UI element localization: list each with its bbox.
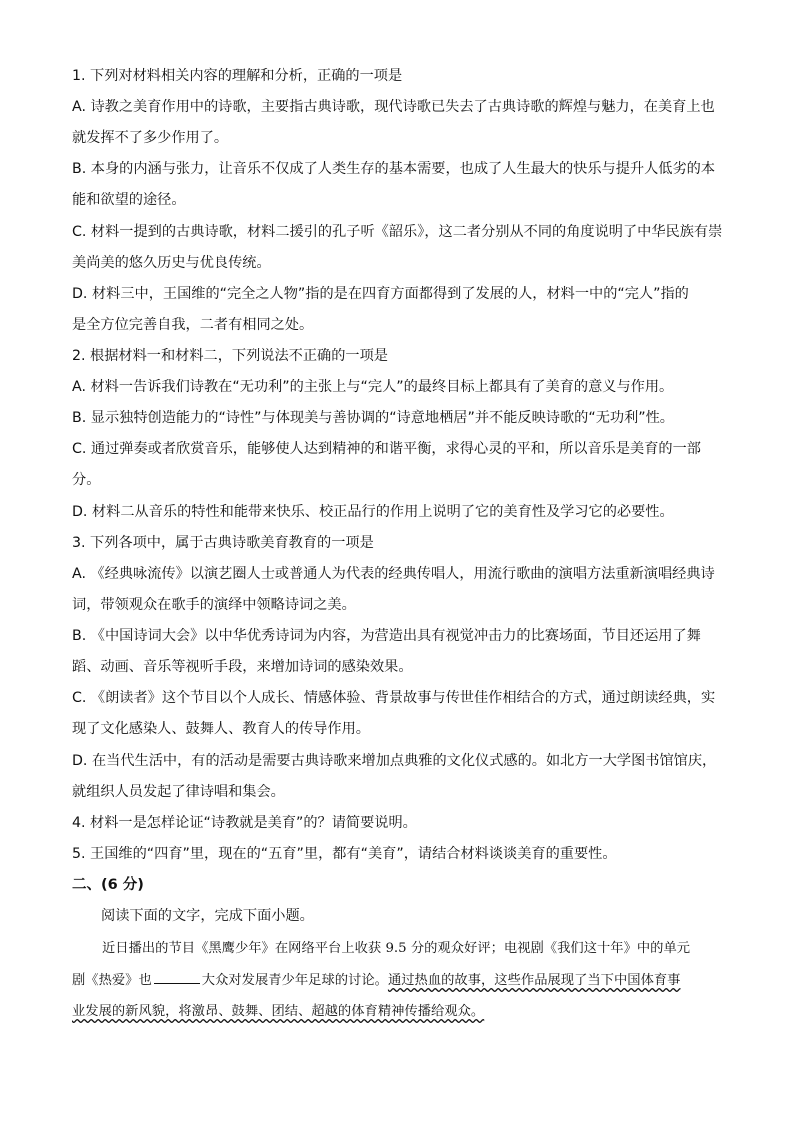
q2-option-c-line2: 分。 <box>72 472 101 488</box>
section-2-instruction: 阅读下面的文字，完成下面小题。 <box>101 908 314 924</box>
q1-option-b-line1: B. 本身的内涵与张力，让音乐不仅成了人类生存的基本需要，也成了人生最大的快乐与提升人低劣的本 <box>72 161 716 177</box>
q1-option-b-line2: 能和欲望的途径。 <box>72 192 186 208</box>
section-2-title: 二、(6 分) <box>72 877 144 893</box>
q2-option-d: D. 材料二从音乐的特性和能带来快乐、校正品行的作用上说明了它的美育性及学习它的必要性。 <box>72 504 674 520</box>
passage-line-3 <box>72 1002 484 1022</box>
q1-option-c-line2: 美尚美的悠久历史与优良传统。 <box>72 255 271 271</box>
q2-option-b: B. 显示独特创造能力的“诗性”与体现美与善协调的“诗意地栖居”并不能反映诗歌的“无功利”性。 <box>72 410 674 426</box>
passage-line-2-start: 剧《热爱》也 <box>72 973 152 988</box>
q2-option-a: A. 材料一告诉我们诗教在“无功利”的主张上与“完人”的最终目标上都具有了美育的意义与作用。 <box>72 379 674 395</box>
question-4: 4. 材料一是怎样论证“诗教就是美育”的？请简要说明。 <box>72 815 417 831</box>
underlined-sentence-part-1: 通过热血的故事，这些作品展现了当下中国体育事 <box>387 973 681 988</box>
q2-option-c-line1: C. 通过弹奏或者欣赏音乐，能够使人达到精神的和谐平衡，求得心灵的平和，所以音乐是美育的一部 <box>72 441 701 457</box>
q3-option-d-line2: 就组织人员发起了律诗唱和集会。 <box>72 784 285 800</box>
q3-option-b-line1: B. 《中国诗词大会》以中华优秀诗词为内容，为营造出具有视觉冲击力的比赛场面，节目还运用了舞 <box>72 628 701 644</box>
question-3-stem: 3. 下列各项中，属于古典诗歌美育教育的一项是 <box>72 535 374 551</box>
q1-option-a-line2: 就发挥不了多少作用了。 <box>72 130 229 146</box>
q3-option-c-line1: C. 《朗读者》这个节目以个人成长、情感体验、背景故事与传世佳作相结合的方式，通过朗读经典，实 <box>72 690 716 706</box>
question-2-stem: 2. 根据材料一和材料二，下列说法不正确的一项是 <box>72 348 388 364</box>
underlined-sentence-part-2: 业发展的新风貌，将激昂、鼓舞、团结、超越的体育精神传播给观众。 <box>72 1004 485 1019</box>
q1-option-c-line1: C. 材料一提到的古典诗歌，材料二援引的孔子听《韶乐》，这二者分别从不同的角度说明了中华民族有崇 <box>72 224 723 240</box>
passage-line-1: 近日播出的节目《黑鹰少年》在网络平台上收获 9.5 分的观众好评；电视剧《我们这十年》中的单元 <box>102 941 691 956</box>
fill-in-blank[interactable] <box>154 971 200 984</box>
q1-option-d-line1: D. 材料三中，王国维的“完全之人物”指的是在四育方面都得到了发展的人，材料一中的“完人”指的 <box>72 286 689 302</box>
q3-option-c-line2: 现了文化感染人、鼓舞人、教育人的传导作用。 <box>72 721 370 737</box>
question-5: 5. 王国维的“四育”里，现在的“五育”里，都有“美育”，请结合材料谈谈美育的重要性。 <box>72 846 617 862</box>
q1-option-d-line2: 是全方位完善自我，二者有相同之处。 <box>72 317 314 333</box>
q3-option-a-line2: 词，带领观众在歌手的演绎中领略诗词之美。 <box>72 597 356 613</box>
q1-option-a-line1: A. 诗教之美育作用中的诗歌，主要指古典诗歌，现代诗歌已失去了古典诗歌的辉煌与魅力，在美育上也 <box>72 99 715 115</box>
passage-line-2-middle: 大众对发展青少年足球的讨论。 <box>201 973 388 988</box>
q3-option-d-line1: D. 在当代生活中，有的活动是需要古典诗歌来增加点典雅的文化仪式感的。如北方一大学图书馆馆庆， <box>72 753 717 769</box>
passage-line-2 <box>72 971 680 991</box>
question-1-stem: 1. 下列对材料相关内容的理解和分析，正确的一项是 <box>72 68 403 84</box>
q3-option-b-line2: 蹈、动画、音乐等视听手段，来增加诗词的感染效果。 <box>72 659 413 675</box>
q3-option-a-line1: A. 《经典咏流传》以演艺圈人士或普通人为代表的经典传唱人，用流行歌曲的演唱方法重新演唱经典诗 <box>72 566 715 582</box>
